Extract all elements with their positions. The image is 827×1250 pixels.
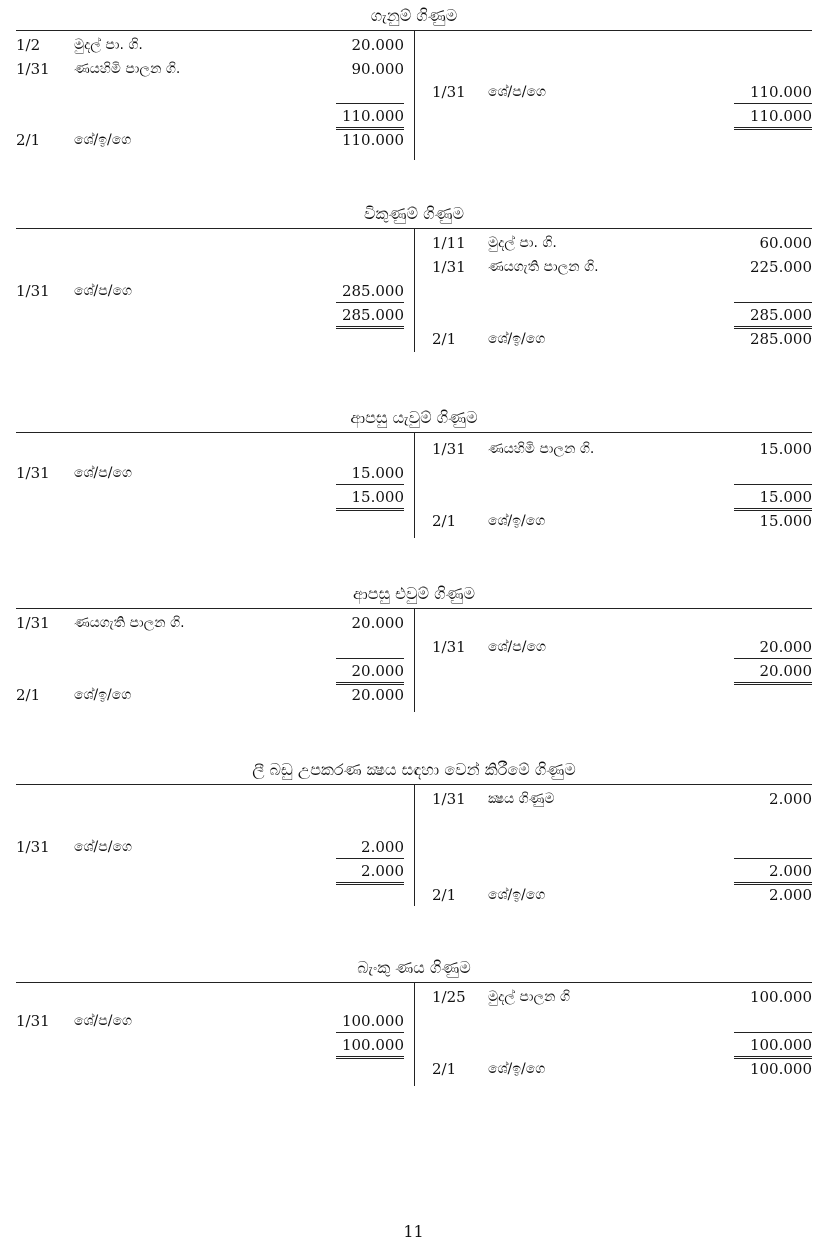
ledger-entry <box>16 836 404 858</box>
account-center-rule <box>414 30 415 160</box>
entry-date: 1/31 <box>16 838 50 856</box>
entry-description: ශේ/ඉ/ගෙ <box>488 1061 546 1077</box>
entry-date: 1/31 <box>432 440 466 458</box>
ledger-total <box>432 105 812 127</box>
ledger-total <box>432 486 812 508</box>
entry-description: ක්‍ෂය ගිණුම <box>488 791 555 807</box>
ledger-total <box>16 1034 404 1056</box>
entry-description: ශේ/ප/ගෙ <box>74 465 132 481</box>
entry-amount: 100.000 <box>341 1012 404 1030</box>
total-amount: 2.000 <box>361 862 404 880</box>
account-title: ලී බඩු උපකරණ ක්‍ෂය සඳහා වෙන් කිරීමේ ගිණුම <box>252 760 576 779</box>
ledger-entry <box>16 612 404 634</box>
ledger-entry <box>16 129 404 151</box>
total-amount: 100.000 <box>749 1036 812 1054</box>
account-center-rule <box>414 228 415 352</box>
entry-description: ණයහිමි පාලන ගි. <box>488 441 595 457</box>
entry-description: ශේ/ප/ගෙ <box>488 639 546 655</box>
total-double-rule <box>336 326 404 329</box>
entry-description: ශේ/ඉ/ගෙ <box>488 513 546 529</box>
entry-amount: 2.000 <box>769 790 812 808</box>
account-center-rule <box>414 982 415 1086</box>
entry-description: ශේ/ප/ගෙ <box>74 839 132 855</box>
entry-description: ණයහිමි පාලන ගි. <box>74 61 181 77</box>
entry-date: 1/31 <box>16 60 50 78</box>
total-amount: 20.000 <box>351 662 404 680</box>
total-underline <box>336 858 404 859</box>
total-underline <box>734 1032 812 1033</box>
entry-date: 1/2 <box>16 36 41 54</box>
account-center-rule <box>414 608 415 712</box>
entry-amount: 15.000 <box>759 512 812 530</box>
total-underline <box>336 302 404 303</box>
ledger-total <box>432 1034 812 1056</box>
entry-amount: 285.000 <box>341 282 404 300</box>
entry-amount: 20.000 <box>351 686 404 704</box>
total-amount: 285.000 <box>341 306 404 324</box>
account-center-rule <box>414 784 415 906</box>
total-underline <box>734 658 812 659</box>
entry-amount: 110.000 <box>341 131 404 149</box>
entry-date: 1/31 <box>16 464 50 482</box>
ledger-total <box>432 860 812 882</box>
ledger-entry <box>16 34 404 56</box>
entry-amount: 15.000 <box>351 464 404 482</box>
entry-description: ශේ/ඉ/ගෙ <box>488 331 546 347</box>
total-underline <box>734 103 812 104</box>
total-double-rule <box>734 127 812 130</box>
account-title: ගැනුම් ගිණුම <box>370 6 458 25</box>
total-amount: 110.000 <box>341 107 404 125</box>
entry-description: ණයගැති පාලන ගි. <box>74 615 185 631</box>
ledger-total <box>432 660 812 682</box>
ledger-entry <box>16 280 404 302</box>
entry-description: ණයගැති පාලන ගි. <box>488 259 599 275</box>
entry-date: 1/25 <box>432 988 466 1006</box>
entry-amount: 100.000 <box>749 988 812 1006</box>
entry-amount: 110.000 <box>749 83 812 101</box>
entry-amount: 100.000 <box>749 1060 812 1078</box>
entry-amount: 15.000 <box>759 440 812 458</box>
entry-date: 2/1 <box>16 686 41 704</box>
ledger-total <box>16 304 404 326</box>
total-underline <box>734 858 812 859</box>
entry-date: 2/1 <box>432 1060 457 1078</box>
ledger-total <box>16 660 404 682</box>
entry-description: ශේ/ඉ/ගෙ <box>74 687 132 703</box>
total-amount: 110.000 <box>749 107 812 125</box>
ledger-entry <box>432 986 812 1008</box>
total-underline <box>336 484 404 485</box>
entry-description: මුදල් පා. ගි. <box>74 37 143 53</box>
ledger-total <box>432 304 812 326</box>
page-number: 11 <box>403 1222 424 1241</box>
account-title: ආපසු යැවුම් ගිණුම <box>350 408 478 427</box>
ledger-entry <box>16 1010 404 1032</box>
entry-amount: 2.000 <box>769 886 812 904</box>
ledger-entry <box>432 1058 812 1080</box>
total-double-rule <box>336 1056 404 1059</box>
ledger-entry <box>16 684 404 706</box>
entry-date: 1/31 <box>16 1012 50 1030</box>
total-double-rule <box>336 508 404 511</box>
ledger-entry <box>432 81 812 103</box>
total-amount: 15.000 <box>351 488 404 506</box>
entry-amount: 225.000 <box>749 258 812 276</box>
entry-description: ශේ/ප/ගෙ <box>74 283 132 299</box>
entry-date: 1/11 <box>432 234 466 252</box>
entry-amount: 20.000 <box>759 638 812 656</box>
ledger-entry <box>432 884 812 906</box>
entry-amount: 20.000 <box>351 36 404 54</box>
total-amount: 100.000 <box>341 1036 404 1054</box>
entry-amount: 2.000 <box>361 838 404 856</box>
ledger-total <box>16 486 404 508</box>
entry-amount: 20.000 <box>351 614 404 632</box>
total-underline <box>734 302 812 303</box>
entry-description: ශේ/ප/ගෙ <box>74 1013 132 1029</box>
ledger-entry <box>432 438 812 460</box>
total-amount: 20.000 <box>759 662 812 680</box>
total-amount: 2.000 <box>769 862 812 880</box>
entry-description: මුදල් පාලන ගි <box>488 989 571 1005</box>
account-title: ආපසු එවුම් ගිණුම <box>352 584 475 603</box>
account-title: විකුණුම් ගිණුම <box>364 204 464 223</box>
entry-date: 2/1 <box>432 330 457 348</box>
total-amount: 285.000 <box>749 306 812 324</box>
entry-description: මුදල් පා. ගි. <box>488 235 557 251</box>
entry-amount: 285.000 <box>749 330 812 348</box>
total-double-rule <box>734 682 812 685</box>
total-underline <box>336 1032 404 1033</box>
entry-date: 1/31 <box>16 614 50 632</box>
entry-date: 1/31 <box>432 790 466 808</box>
ledger-entry <box>432 636 812 658</box>
ledger-entry <box>16 58 404 80</box>
entry-date: 2/1 <box>16 131 41 149</box>
entry-date: 1/31 <box>16 282 50 300</box>
ledger-entry <box>16 462 404 484</box>
entry-date: 1/31 <box>432 638 466 656</box>
total-underline <box>336 658 404 659</box>
entry-description: ශේ/ප/ගෙ <box>488 84 546 100</box>
entry-date: 2/1 <box>432 512 457 530</box>
account-title: බැංකු ණය ගිණුම <box>357 958 471 977</box>
entry-description: ශේ/ඉ/ගෙ <box>488 887 546 903</box>
total-double-rule <box>336 882 404 885</box>
ledger-entry <box>432 328 812 350</box>
ledger-entry <box>432 256 812 278</box>
entry-amount: 90.000 <box>351 60 404 78</box>
ledger-entry <box>432 788 812 810</box>
entry-date: 1/31 <box>432 258 466 276</box>
entry-date: 1/31 <box>432 83 466 101</box>
ledger-total <box>16 105 404 127</box>
account-center-rule <box>414 432 415 538</box>
ledger-total <box>16 860 404 882</box>
total-underline <box>734 484 812 485</box>
entry-date: 2/1 <box>432 886 457 904</box>
entry-description: ශේ/ඉ/ගෙ <box>74 132 132 148</box>
ledger-entry <box>432 510 812 532</box>
entry-amount: 60.000 <box>759 234 812 252</box>
total-underline <box>336 103 404 104</box>
total-amount: 15.000 <box>759 488 812 506</box>
ledger-entry <box>432 232 812 254</box>
